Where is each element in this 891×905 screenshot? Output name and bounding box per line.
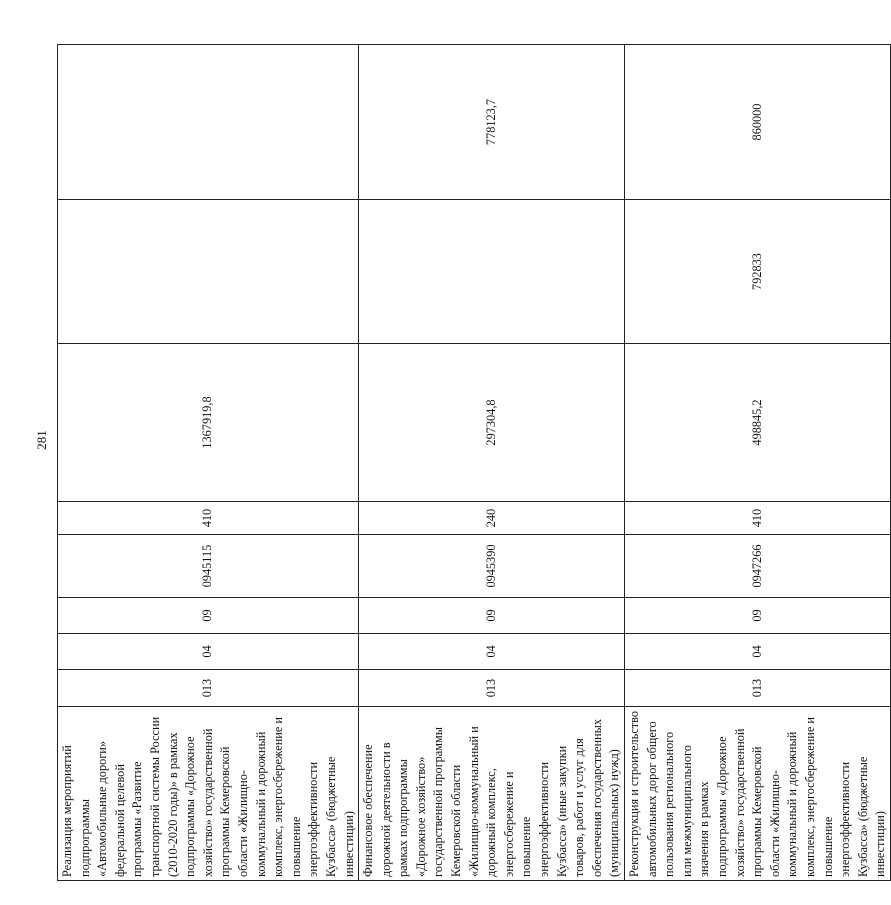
ministry-code: 013 bbox=[359, 670, 625, 707]
subsection-code: 09 bbox=[359, 598, 625, 634]
budget-table bbox=[57, 44, 891, 881]
target-article-code: 0945390 bbox=[359, 535, 625, 598]
expense-type-code: 410 bbox=[58, 502, 359, 535]
amount-year-1: 498845,2 bbox=[625, 344, 891, 502]
section-code: 04 bbox=[58, 634, 359, 670]
budget-table-rotated bbox=[57, 45, 888, 881]
amount-year-1: 1367919,8 bbox=[58, 344, 359, 502]
section-code: 04 bbox=[625, 634, 891, 670]
subsection-code: 09 bbox=[58, 598, 359, 634]
table-row bbox=[625, 45, 891, 881]
amount-year-3: 778123,7 bbox=[359, 45, 625, 200]
amount-year-3 bbox=[58, 45, 359, 200]
ministry-code: 013 bbox=[625, 670, 891, 707]
table-row bbox=[58, 45, 359, 881]
table-row bbox=[359, 45, 625, 881]
amount-year-2: 792833 bbox=[625, 200, 891, 344]
target-article-code: 0947266 bbox=[625, 535, 891, 598]
row-description: Финансовое обеспечение дорожной деятельности в рамках подпрограммы «Дорожное хозяйство» государственной программы Кемеровской области «Жилищно-коммунальный и дорожный комплекс, энергосбережение и повышение энергоэффективности Кузбасса» (иные закупки товаров, работ и услуг для обеспечения государственных (муниципальных) нужд) bbox=[359, 707, 625, 881]
row-description: Реконструкция и строительство автомобильных дорог общего пользования регионального или межмуниципального значения в рамках подпрограммы «Дорожное хозяйство» государственной программы Кемеровской области «Жилищно-коммунальный и дорожный комплекс, энергосбережение и повышение энергоэффективности Кузбасса» (бюджетные инвестиции) bbox=[625, 707, 891, 881]
section-code: 04 bbox=[359, 634, 625, 670]
ministry-code: 013 bbox=[58, 670, 359, 707]
amount-year-3: 860000 bbox=[625, 45, 891, 200]
subsection-code: 09 bbox=[625, 598, 891, 634]
amount-year-2 bbox=[58, 200, 359, 344]
expense-type-code: 240 bbox=[359, 502, 625, 535]
page-number: 281 bbox=[34, 430, 49, 450]
target-article-code: 0945115 bbox=[58, 535, 359, 598]
amount-year-1: 297304,8 bbox=[359, 344, 625, 502]
amount-year-2 bbox=[359, 200, 625, 344]
expense-type-code: 410 bbox=[625, 502, 891, 535]
row-description: Реализация мероприятий подпрограммы «Автомобильные дороги» федеральной целевой программы «Развитие транспортной системы России (2010-2020 годы)» в рамках подпрограммы «Дорожное хозяйство» государственной программы Кемеровской области «Жилищно-коммунальный и дорожный комплекс, энергосбережение и повышение энергоэффективности Кузбасса» (бюджетные инвестиции) bbox=[58, 707, 359, 881]
